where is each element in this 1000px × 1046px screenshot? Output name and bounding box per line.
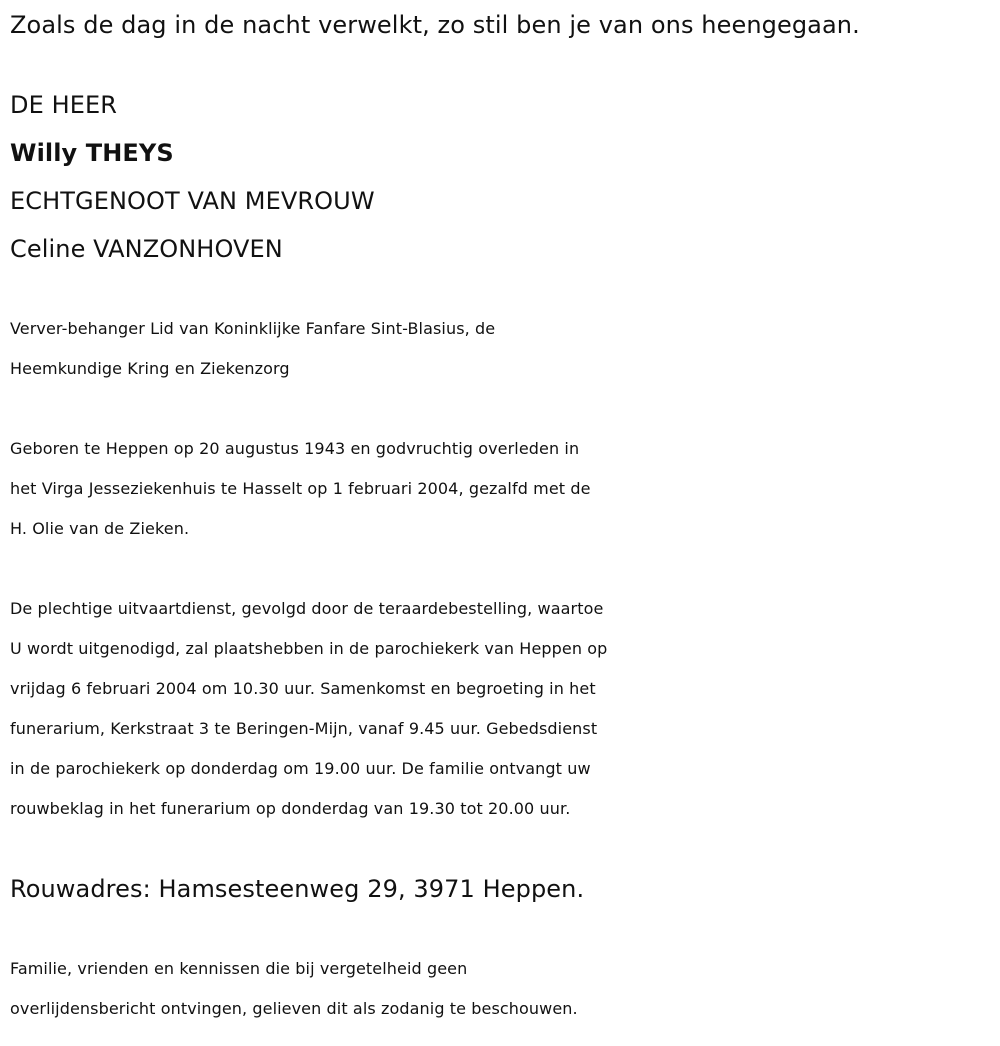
funeral-line: funerarium, Kerkstraat 3 te Beringen-Mijn, vanaf 9.45 uur. Gebedsdienst bbox=[10, 719, 598, 738]
relation-line: ECHTGENOOT VAN MEVROUW bbox=[10, 187, 375, 215]
deceased-title: DE HEER bbox=[10, 91, 118, 119]
funeral-line: vrijdag 6 februari 2004 om 10.30 uur. Samenkomst en begroeting in het bbox=[10, 679, 596, 698]
deceased-name: Willy THEYS bbox=[10, 139, 174, 167]
funeral-line: De plechtige uitvaartdienst, gevolgd door de teraardebestelling, waartoe bbox=[10, 599, 604, 618]
mourning-address: Rouwadres: Hamsesteenweg 29, 3971 Heppen. bbox=[10, 875, 585, 903]
closing-line: Familie, vrienden en kennissen die bij vergetelheid geen bbox=[10, 959, 468, 978]
funeral-line: in de parochiekerk op donderdag om 19.00 uur. De familie ontvangt uw bbox=[10, 759, 591, 778]
funeral-line: rouwbeklag in het funerarium op donderdag van 19.30 tot 20.00 uur. bbox=[10, 799, 571, 818]
closing-paragraph bbox=[10, 949, 995, 1029]
funeral-line: U wordt uitgenodigd, zal plaatshebben in de parochiekerk van Heppen op bbox=[10, 639, 608, 658]
birth-death-paragraph bbox=[10, 429, 995, 549]
birth-death-line: H. Olie van de Zieken. bbox=[10, 519, 190, 538]
funeral-paragraph bbox=[10, 589, 995, 829]
birth-death-line: Geboren te Heppen op 20 augustus 1943 en godvruchtig overleden in bbox=[10, 439, 580, 458]
closing-line: overlijdensbericht ontvingen, gelieven dit als zodanig te beschouwen. bbox=[10, 999, 578, 1018]
spouse-name: Celine VANZONHOVEN bbox=[10, 235, 283, 263]
opening-line: Zoals de dag in de nacht verwelkt, zo stil ben je van ons heengegaan. bbox=[10, 11, 860, 39]
birth-death-line: het Virga Jesseziekenhuis te Hasselt op 1 februari 2004, gezalfd met de bbox=[10, 479, 591, 498]
occupation-paragraph bbox=[10, 309, 995, 389]
occupation-line: Heemkundige Kring en Ziekenzorg bbox=[10, 359, 290, 378]
occupation-line: Verver-behanger Lid van Koninklijke Fanfare Sint-Blasius, de bbox=[10, 319, 496, 338]
